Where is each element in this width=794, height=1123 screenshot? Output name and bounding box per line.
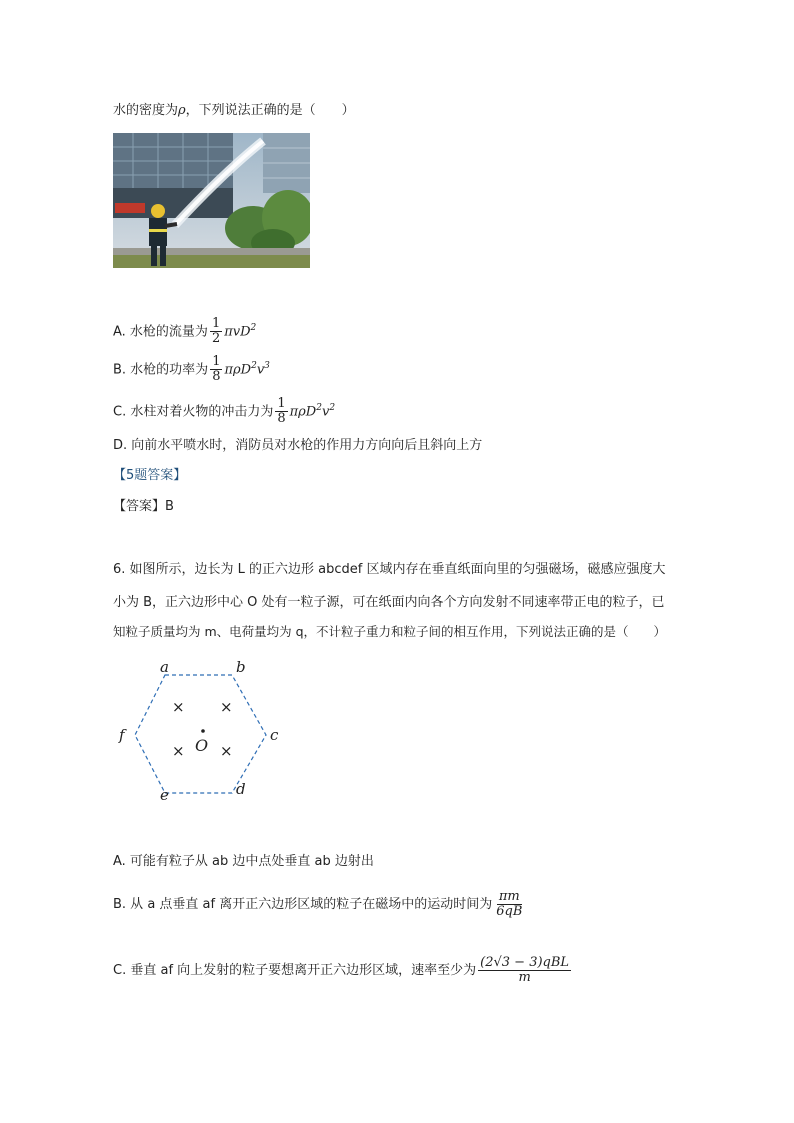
math-var: v (256, 362, 265, 378)
vertex-label-c: c (270, 726, 279, 744)
vertex-label-a: a (160, 658, 169, 676)
fraction-numerator: πm (498, 889, 520, 904)
q6-option-b-label: B. 从 a 点垂直 af 离开正六边形区域的粒子在磁场中的运动时间为 (113, 897, 493, 912)
q5-option-b-label: B. 水枪的功率为 (113, 362, 209, 378)
fraction-numerator: 1 (211, 316, 221, 332)
fraction-numerator: 1 (277, 396, 286, 412)
fraction (210, 317, 222, 346)
math-expr: πρD (224, 362, 252, 378)
fraction-numerator: (2√3 − 3)qBL (480, 955, 570, 970)
q5-option-a (113, 314, 256, 346)
fraction (478, 956, 571, 985)
field-mark: × (220, 698, 233, 716)
fraction-denominator: m (518, 970, 531, 985)
q6-option-a: A. 可能有粒子从 ab 边中点处垂直 ab 边射出 (113, 854, 374, 869)
q5-answer-header: 【5题答案】 (113, 468, 187, 483)
hexagon-boundary (135, 675, 266, 793)
field-mark: × (172, 742, 185, 760)
q5-option-c-label: C. 水柱对着火物的冲击力为 (113, 404, 274, 420)
fraction-denominator: 2 (211, 331, 221, 347)
vertex-label-e: e (160, 786, 169, 804)
vertex-label-f: f (119, 726, 125, 744)
q5-option-b (113, 352, 270, 384)
fraction (494, 890, 524, 919)
fraction (275, 397, 287, 426)
exponent: 2 (251, 361, 257, 371)
field-mark: × (220, 742, 233, 760)
exponent: 3 (264, 361, 270, 371)
firefighter-photo (113, 133, 310, 268)
q5-intro-suffix: ，下列说法正确的是（ ） (185, 103, 355, 118)
q6-option-c-label: C. 垂直 af 向上发射的粒子要想离开正六边形区域，速率至少为 (113, 963, 477, 978)
firefighter-photo-drawing (113, 133, 310, 268)
fraction-numerator: 1 (212, 354, 221, 370)
q5-answer: 【答案】B (113, 499, 174, 514)
exponent: 2 (329, 403, 336, 413)
q5-option-d: D. 向前水平喷水时，消防员对水枪的作用力方向向后且斜向上方 (113, 438, 483, 453)
q6-option-b (113, 888, 526, 922)
vertex-label-b: b (236, 658, 246, 676)
q6-option-c (113, 954, 573, 988)
math-expr: πvD (224, 324, 251, 340)
vertex-label-d: d (236, 780, 246, 798)
math-var: v (321, 404, 330, 420)
fraction-denominator: 6qB (496, 904, 523, 919)
field-mark: × (172, 698, 185, 716)
math-expr: πρD (289, 404, 317, 420)
rho-symbol: ρ (178, 103, 186, 118)
q5-intro-prefix: 水的密度为 (113, 103, 179, 118)
q6-stem-line1: 6. 如图所示，边长为 L 的正六边形 abcdef 区域内存在垂直纸面向里的匀强磁场，磁感应强度大 (113, 562, 666, 577)
center-point (201, 729, 205, 733)
hexagon-figure (110, 650, 290, 810)
q5-option-c (113, 394, 335, 426)
q5-option-a-label: A. 水枪的流量为 (113, 324, 208, 340)
fraction (210, 355, 222, 384)
q6-stem-line3: 知粒子质量均为 m、电荷量均为 q，不计粒子重力和粒子间的相互作用，下列说法正确的是（ ） (113, 624, 667, 639)
fraction-denominator: 8 (277, 411, 286, 427)
q6-stem-line2: 小为 B，正六边形中心 O 处有一粒子源，可在纸面内向各个方向发射不同速率带正电的粒子，已 (113, 595, 665, 610)
fraction-denominator: 8 (212, 369, 221, 385)
exponent: 2 (250, 323, 257, 333)
center-label-o: O (195, 736, 209, 755)
exponent: 2 (316, 403, 322, 413)
q5-intro (113, 102, 355, 120)
